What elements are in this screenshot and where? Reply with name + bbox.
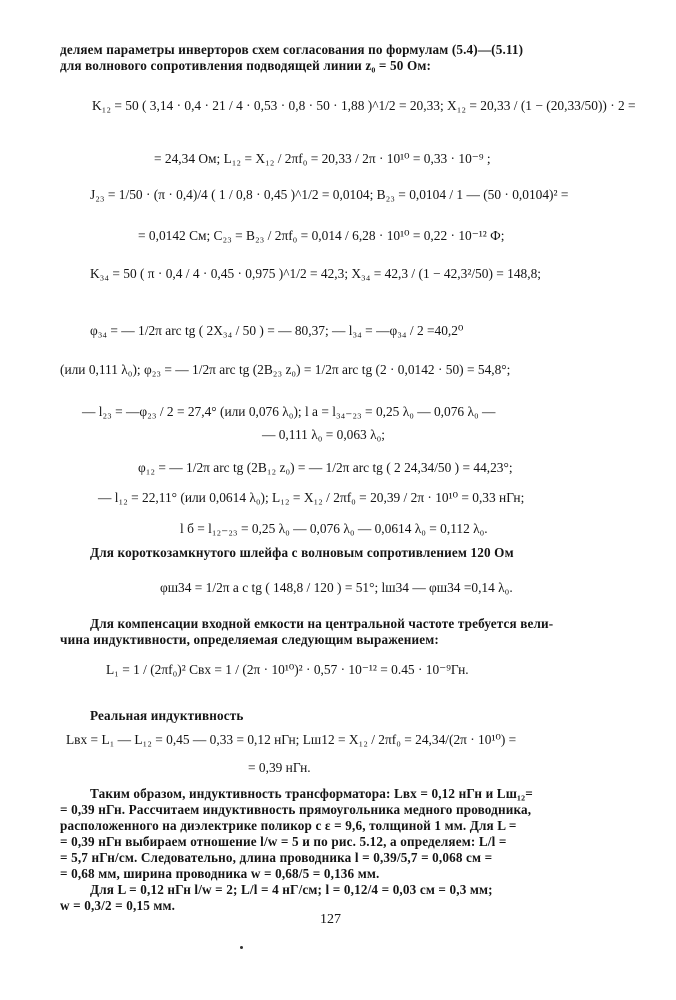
- equation-l12-second: — l₁₂ = 22,11° (или 0,0614 λ₀); L₁₂ = X₁₂ / 2πf₀ = 20,39 / 2π · 10¹⁰ = 0,33 нГн;: [98, 490, 525, 505]
- text-line-real-inductance: Реальная индуктивность: [90, 708, 244, 723]
- text-line-conclusion-7: Для L = 0,12 нГн l/w = 2; L/l = 4 нГ/см; l = 0,12/4 = 0,03 см = 0,3 мм;: [90, 882, 493, 897]
- equation-phi23: (или 0,111 λ₀); φ₂₃ = — 1/2π arc tg (2B₂₃ z₀) = 1/2π arc tg (2 · 0,0142 · 50) = 54,8°;: [60, 362, 511, 377]
- equation-k12: K₁₂ = 50 ( 3,14 · 0,4 · 21 / 4 · 0,53 · 0,8 · 50 · 1,88 )^1/2 = 20,33; X₁₂ = 20,33 / (1 − (20,33/50)) · 2 =: [92, 98, 636, 113]
- equation-c23: = 0,0142 См; C₂₃ = B₂₃ / 2πf₀ = 0,014 / 6,28 · 10¹⁰ = 0,22 · 10⁻¹² Ф;: [138, 228, 505, 243]
- text-line-1: деляем параметры инверторов схем согласования по формулам (5.4)—(5.11): [60, 42, 524, 57]
- equation-l23: — l₂₃ = —φ₂₃ / 2 = 27,4° (или 0,076 λ₀); l a = l₃₄₋₂₃ = 0,25 λ₀ — 0,076 λ₀ —: [82, 404, 496, 419]
- text-line-conclusion-5: = 5,7 нГн/см. Следовательно, длина проводника l = 0,39/5,7 = 0,068 см =: [60, 850, 493, 865]
- equation-l23-cont: — 0,111 λ₀ = 0,063 λ₀;: [262, 427, 385, 442]
- text-line-short-stub: Для короткозамкнутого шлейфа с волновым сопротивлением 120 Ом: [90, 545, 514, 560]
- equation-phi34: φ₃₄ = — 1/2π arc tg ( 2X₃₄ / 50 ) = — 80,37; — l₃₄ = —φ₃₄ / 2 =40,2⁰: [90, 323, 464, 338]
- equation-phi12: φ₁₂ = — 1/2π arc tg (2B₁₂ z₀) = — 1/2π arc tg ( 2 24,34/50 ) = 44,23°;: [138, 460, 513, 475]
- print-speck: [240, 946, 243, 949]
- equation-l1: L₁ = 1 / (2πf₀)² Cвх = 1 / (2π · 10¹⁰)² · 0,57 · 10⁻¹² = 0.45 · 10⁻⁹Гн.: [106, 662, 469, 677]
- text-line-2: для волнового сопротивления подводящей линии z₀ = 50 Ом:: [60, 58, 432, 73]
- text-line-conclusion-1: Таким образом, индуктивность трансформатора: Lвх = 0,12 нГн и Lш₁₂=: [90, 786, 533, 801]
- equation-j23: J₂₃ = 1/50 · (π · 0,4)/4 ( 1 / 0,8 · 0,45 )^1/2 = 0,0104; B₂₃ = 0,0104 / 1 — (50 · 0,0104)² =: [90, 187, 569, 202]
- text-line-conclusion-3: расположенного на диэлектрике поликор с ε = 9,6, толщиной 1 мм. Для L =: [60, 818, 517, 833]
- equation-l12: = 24,34 Ом; L₁₂ = X₁₂ / 2πf₀ = 20,33 / 2π · 10¹⁰ = 0,33 · 10⁻⁹ ;: [154, 151, 491, 166]
- text-line-conclusion-4: = 0,39 нГн выбираем отношение l/w = 5 и по рис. 5.12, а определяем: L/l =: [60, 834, 507, 849]
- equation-lb: l б = l₁₂₋₂₃ = 0,25 λ₀ — 0,076 λ₀ — 0,0614 λ₀ = 0,112 λ₀.: [180, 521, 488, 536]
- text-line-conclusion-8: w = 0,3/2 = 0,15 мм.: [60, 898, 176, 913]
- text-line-conclusion-6: = 0,68 мм, ширина проводника w = 0,68/5 = 0,136 мм.: [60, 866, 380, 881]
- equation-lvx-cont: = 0,39 нГн.: [248, 760, 311, 775]
- text-line-compensation-1: Для компенсации входной емкости на центральной частоте требуется вели-: [90, 616, 554, 631]
- text-line-conclusion-2: = 0,39 нГн. Рассчитаем индуктивность прямоугольника медного проводника,: [60, 802, 532, 817]
- text-line-compensation-2: чина индуктивности, определяемая следующим выражением:: [60, 632, 439, 647]
- equation-k34: K₃₄ = 50 ( π · 0,4 / 4 · 0,45 · 0,975 )^1/2 = 42,3; X₃₄ = 42,3 / (1 − 42,3²/50) = 148,8;: [90, 266, 542, 281]
- page-number: 127: [320, 912, 341, 927]
- equation-phi-sh34: φш34 = 1/2π a c tg ( 148,8 / 120 ) = 51°; lш34 — φш34 =0,14 λ₀.: [160, 580, 513, 595]
- equation-lvx: Lвх = L₁ — L₁₂ = 0,45 — 0,33 = 0,12 нГн; Lш12 = X₁₂ / 2πf₀ = 24,34/(2π · 10¹⁰) =: [66, 732, 517, 747]
